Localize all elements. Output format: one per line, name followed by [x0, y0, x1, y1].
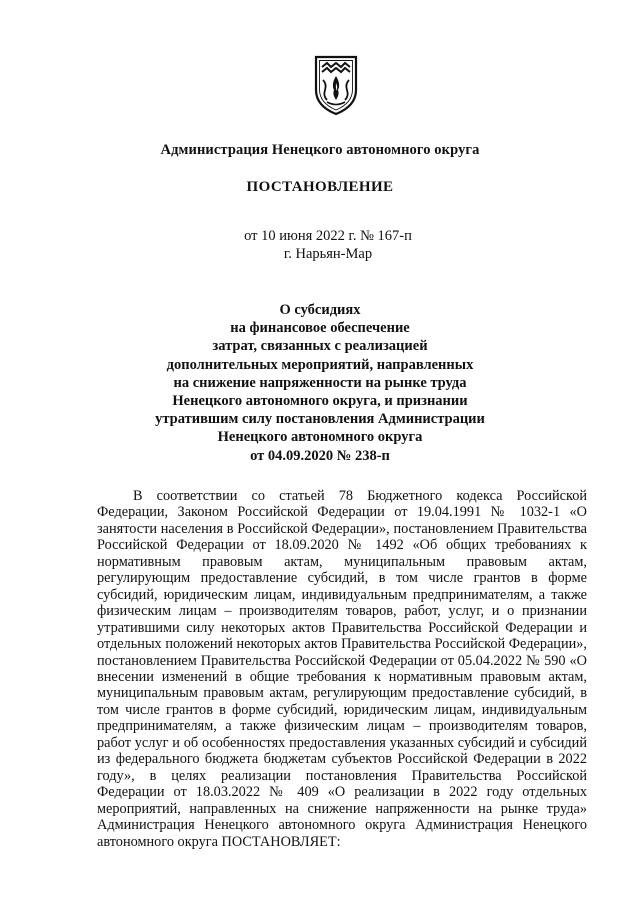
- subject-line: Ненецкого автономного округа: [217, 429, 423, 446]
- subject-line: затрат, связанных с реализацией: [212, 338, 428, 355]
- document-type: ПОСТАНОВЛЕНИЕ: [246, 179, 394, 195]
- document-body: [97, 488, 587, 850]
- subject-line: О субсидиях: [279, 302, 361, 318]
- organization-name: Администрация Ненецкого автономного округа: [160, 142, 480, 158]
- subject-line: на снижение напряженности на рынке труда: [173, 374, 467, 391]
- subject-line: утратившим силу постановления Администрации: [155, 411, 485, 428]
- subject-line: на финансовое обеспечение: [230, 320, 410, 337]
- subject-line: от 04.09.2020 № 238-п: [250, 447, 390, 464]
- document-date-number: от 10 июня 2022 г. № 167-п: [244, 228, 412, 244]
- subject-line: дополнительных мероприятий, направленных: [166, 356, 474, 373]
- document-city: г. Нарьян-Мар: [283, 246, 373, 262]
- subject-line: Ненецкого автономного округа, и признании: [172, 393, 468, 410]
- coat-of-arms-icon: [313, 54, 359, 116]
- document-subject: [0, 301, 640, 465]
- body-paragraph: В соответствии со статьей 78 Бюджетного кодекса Российской Федерации, Законом Российской Федерации от 19.04.1991 № 1032-1 «О занятости населения в Российской Федерации», постановлением Правительства Российской Федерации от 18.09.2020 № 1492 «Об общих требованиях к нормативным правовым актам, муниципальным правовым актам, регулирующим предоставление субсидий, в том числе грантов в форме субсидий, юридическим лицам, индивидуальным предпринимателям, а также физическим лицам – производителям товаров, работ, услуг, и о признании утратившими силу некоторых актов Правительства Российской Федерации и отдельных положений некоторых актов Правительства Российской Федерации», постановлением Правительства Российской Федерации от 05.04.2022 № 590 «О внесении изменений в общие требования к нормативным правовым актам, муниципальным правовым актам, регулирующим предоставление субсидий, в том числе грантов в форме субсидий, юридическим лицам, индивидуальным предпринимателям, а также физическим лицам – производителям товаров, работ услуг и об особенностях предоставления указанных субсидий и субсидий из федерального бюджета бюджетам субъектов Российской Федерации в 2022 году», в целях реализации постановления Правительства Российской Федерации от 18.03.2022 № 409 «О реализации в 2022 году отдельных мероприятий, направленных на снижение напряженности на рынке труда» Администрация Ненецкого автономного округа Администрация Ненецкого автономного округа ПОСТАНОВЛЯЕТ:: [97, 488, 587, 850]
